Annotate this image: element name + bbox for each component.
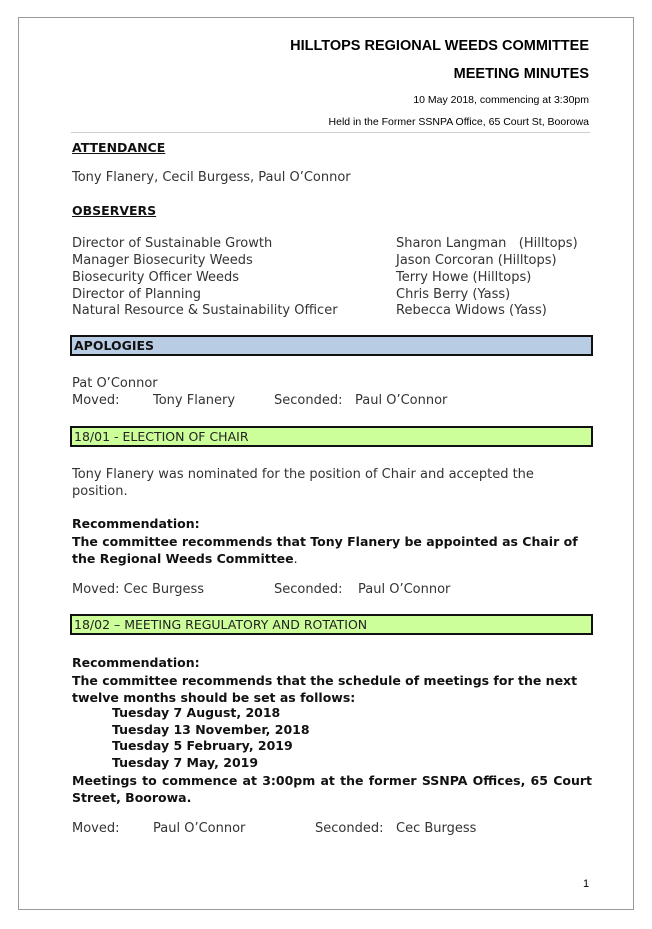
- observer-role: Natural Resource & Sustainability Officer: [72, 303, 338, 318]
- observer-name: Terry Howe (Hilltops): [396, 270, 532, 285]
- rec-text: The committee recommends that Tony Flanery be appointed as Chair of the Regional Weeds Committee: [72, 534, 578, 566]
- item-1802-heading-bar: 18/02 – MEETING REGULATORY AND ROTATION: [70, 614, 593, 635]
- item-1802-rec-text: The committee recommends that the schedule of meetings for the next twelve months should be set as follows:: [72, 673, 578, 705]
- apologies-name: Pat O’Connor: [72, 376, 158, 391]
- moved-label: Moved:: [72, 393, 120, 408]
- item-1801-rec-label: Recommendation:: [72, 516, 200, 531]
- observer-name: Sharon Langman (Hilltops): [396, 236, 578, 251]
- meeting-location: Held in the Former SSNPA Office, 65 Court St, Boorowa: [328, 116, 589, 128]
- seconded-label: Seconded:: [274, 393, 343, 408]
- item-1802-moved-label: Moved:: [72, 821, 120, 836]
- observer-role: Biosecurity Officer Weeds: [72, 270, 240, 285]
- observer-name: Rebecca Widows (Yass): [396, 303, 547, 318]
- rec-end-punct: .: [293, 551, 298, 566]
- committee-title: HILLTOPS REGIONAL WEEDS COMMITTEE: [290, 38, 589, 54]
- meeting-date-item: Tuesday 5 February, 2019: [112, 738, 293, 753]
- observer-name: Jason Corcoran (Hilltops): [396, 253, 557, 268]
- seconded-name: Paul O’Connor: [355, 393, 448, 408]
- observer-role: Director of Planning: [72, 287, 202, 302]
- item-1801-text: Tony Flanery was nominated for the position of Chair and accepted the position.: [72, 467, 534, 499]
- meeting-date: 10 May 2018, commencing at 3:30pm: [413, 94, 589, 106]
- observer-role: Director of Sustainable Growth: [72, 236, 273, 251]
- item-1802-moved-name: Paul O’Connor: [153, 821, 246, 836]
- observers-heading: OBSERVERS: [72, 203, 157, 218]
- header-divider: [71, 132, 590, 133]
- meeting-date-item: Tuesday 7 May, 2019: [112, 755, 259, 770]
- item-1801-rec-text: [72, 533, 592, 567]
- item-1801-heading-bar: 18/01 - ELECTION OF CHAIR: [70, 426, 593, 447]
- observer-role: Manager Biosecurity Weeds: [72, 253, 253, 268]
- item-1801-seconded-label: Seconded:: [274, 582, 343, 597]
- apologies-heading-bar: APOLOGIES: [70, 335, 593, 356]
- item-1802-closing: Meetings to commence at 3:00pm at the former SSNPA Offices, 65 Court Street, Boorowa.: [72, 773, 592, 805]
- page-number: 1: [583, 878, 590, 890]
- moved-name: Tony Flanery: [153, 393, 236, 408]
- meeting-date-item: Tuesday 13 November, 2018: [112, 722, 310, 737]
- item-1801-seconded-name: Paul O’Connor: [358, 582, 451, 597]
- doc-type-title: MEETING MINUTES: [453, 66, 589, 82]
- attendance-heading: ATTENDANCE: [72, 140, 166, 155]
- item-1802-seconded-label: Seconded:: [315, 821, 384, 836]
- item-1802-seconded-name: Cec Burgess: [396, 821, 477, 836]
- observer-name: Chris Berry (Yass): [396, 287, 511, 302]
- attendance-names: Tony Flanery, Cecil Burgess, Paul O’Connor: [72, 170, 351, 185]
- item-1802-rec-label: Recommendation:: [72, 655, 200, 670]
- meeting-date-item: Tuesday 7 August, 2018: [112, 705, 281, 720]
- item-1801-moved: Moved: Cec Burgess: [72, 582, 205, 597]
